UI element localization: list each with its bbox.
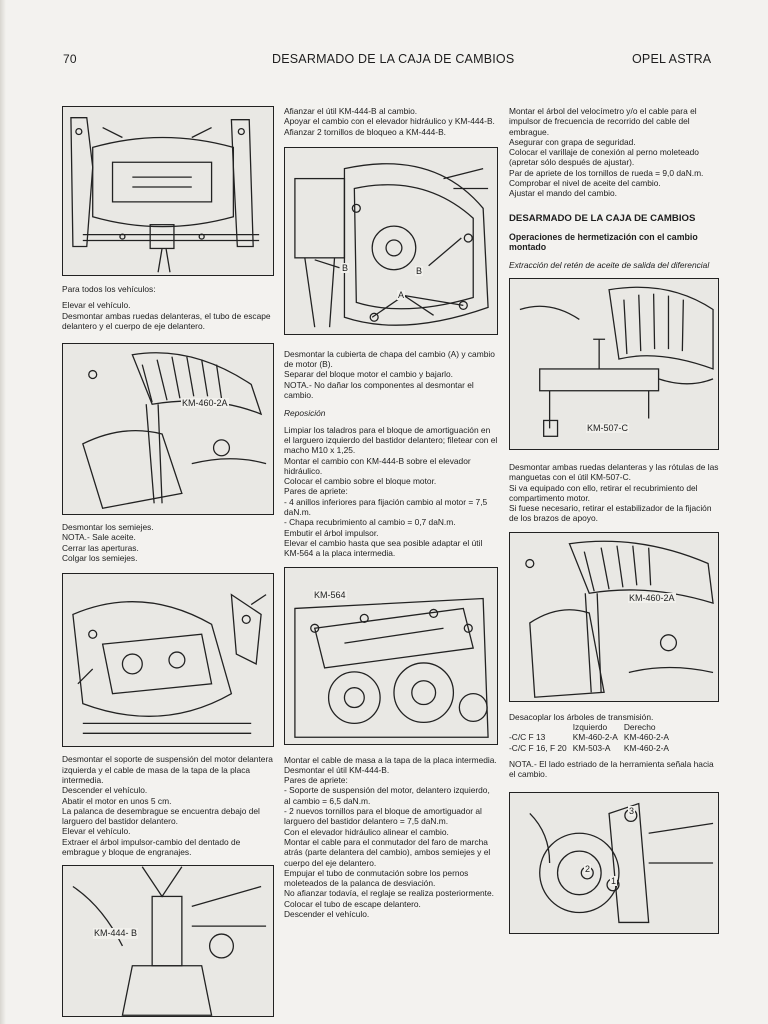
paragraph: Colgar los semiejes. bbox=[62, 553, 138, 564]
table-row bbox=[509, 743, 675, 753]
seal-removal-illustration bbox=[510, 793, 718, 933]
tool-label: KM-507-C bbox=[587, 422, 629, 433]
paragraph: Montar el árbol del velocímetro y/o el cable para el impulsor de frecuencia de recorrido del cable del embrague. bbox=[509, 106, 697, 137]
tool-label: KM-564 bbox=[314, 589, 346, 600]
paragraph: Abatir el motor en unos 5 cm. bbox=[62, 795, 172, 806]
paragraph: Si fuese necesario, retirar el estabilizador de la fijación de los brazos de apoyo. bbox=[509, 503, 712, 524]
paragraph: Desmontar ambas ruedas delanteras y las rótulas de las manguetas con el útil KM-507-C. bbox=[509, 461, 719, 483]
tool-label: KM-444- B bbox=[94, 928, 138, 939]
page-title: DESARMADO DE LA CAJA DE CAMBIOS bbox=[272, 52, 515, 66]
column-right bbox=[509, 106, 719, 934]
table-header-cell bbox=[509, 722, 573, 732]
paragraph: Colocar el tubo de escape delantero. bbox=[284, 898, 421, 909]
callout-label: B bbox=[342, 262, 349, 273]
paragraph: Pares de apriete: bbox=[284, 775, 348, 786]
paragraph: Elevar el vehículo. bbox=[62, 826, 131, 837]
brand-label: OPEL ASTRA bbox=[632, 52, 712, 66]
paragraph: Extraer el árbol impulsor-cambio del dentado de embrague y bloque de engranajes. bbox=[62, 836, 241, 858]
paragraph: Desmontar ambas ruedas delanteras, el tubo de escape delantero y el cuerpo de eje delantero. bbox=[62, 310, 271, 331]
figure-semiaxle-tool bbox=[62, 343, 274, 515]
paragraph: Apoyar el cambio con el elevador hidráulico y KM-444-B. bbox=[284, 116, 495, 127]
table-cell: KM-460-2-A bbox=[623, 732, 670, 743]
paragraph: Desmontar el soporte de suspensión del motor delantera izquierda y el cable de masa de la tapa de la placa intermedia. bbox=[62, 754, 273, 785]
paragraph: NOTA.- El lado estriado de la herramienta señala hacia el cambio. bbox=[509, 758, 714, 780]
engine-mount-illustration bbox=[63, 574, 273, 746]
figure-engine-mount bbox=[62, 573, 274, 747]
paragraph: Montar el cambio con KM-444-B sobre el elevador hidráulico. bbox=[284, 455, 471, 476]
page-number: 70 bbox=[63, 52, 77, 66]
paragraph: Desacoplar los árboles de transmisión. bbox=[509, 711, 654, 722]
paragraph: Pares de apriete: bbox=[284, 486, 348, 497]
paragraph: Desmontar el útil KM-444-B. bbox=[284, 764, 390, 775]
gearbox-support-illustration bbox=[63, 866, 273, 1016]
paragraph: Con el elevador hidráulico alinear el cambio. bbox=[284, 826, 449, 837]
tool-table bbox=[509, 722, 675, 753]
figure-driveshaft-tool bbox=[509, 532, 719, 702]
paragraph: Cerrar las aperturas. bbox=[62, 542, 139, 553]
table-header-cell: Derecho bbox=[623, 722, 656, 733]
paragraph: NOTA.- No dañar los componentes al desmontar el cambio. bbox=[284, 379, 474, 401]
paragraph: Descender el vehículo. bbox=[284, 908, 370, 919]
paragraph: - 4 anillos inferiores para fijación cambio al motor = 7,5 daN.m. bbox=[284, 496, 488, 518]
driveshaft-tool-illustration bbox=[510, 533, 718, 701]
semiaxle-tool-illustration bbox=[63, 344, 273, 514]
paragraph: Separar del bloque motor el cambio y bajarlo. bbox=[284, 369, 453, 380]
table-cell: -C/C F 13 bbox=[509, 732, 546, 743]
table-cell: KM-460-2-A bbox=[572, 732, 618, 743]
paragraph: Si va equipado con ello, retirar el recubrimiento del compartimento motor. bbox=[509, 482, 698, 503]
figure-gearbox-internals bbox=[284, 567, 498, 745]
paragraph: Asegurar con grapa de seguridad. bbox=[509, 136, 636, 147]
paragraph: - 2 nuevos tornillos para el bloque de amortiguador al larguero del bastidor delantero = 7,5 daN.m. bbox=[284, 806, 482, 827]
paragraph: Par de apriete de los tornillos de rueda = 9,0 daN.m. bbox=[509, 167, 704, 178]
table-header-row bbox=[509, 722, 675, 732]
table-cell: KM-460-2-A bbox=[623, 742, 670, 753]
paragraph: Colocar el varillaje de conexión al perno moleteado (apretar sólo después de ajustar). bbox=[509, 147, 699, 168]
procedure-title: Extracción del retén de aceite de salida del diferencial bbox=[509, 259, 710, 270]
paragraph: Elevar el vehículo. bbox=[62, 300, 131, 311]
callout-number: 1 bbox=[611, 875, 617, 886]
tool-label: KM-460-2A bbox=[629, 592, 675, 603]
paragraph: Montar el cable para el conmutador del faro de marcha atrás (parte delantera del cambio), ambos semiejes y el cuerpo del eje delantero. bbox=[284, 836, 491, 868]
figure-gearbox-support bbox=[62, 865, 274, 1017]
paragraph: Ajustar el mando del cambio. bbox=[509, 188, 617, 199]
gearbox-cover-illustration bbox=[285, 148, 497, 334]
column-middle bbox=[284, 106, 498, 919]
callout-label: A bbox=[398, 289, 405, 300]
table-header-cell: Izquierdo bbox=[572, 722, 608, 733]
paragraph: Elevar el cambio hasta que sea posible adaptar el útil KM-564 a la placa intermedia. bbox=[284, 537, 483, 559]
figure-seal-removal bbox=[509, 792, 719, 934]
paragraph: Desmontar los semiejes. bbox=[62, 522, 154, 533]
paragraph: Empujar el tubo de conmutación sobre los pernos moleteados de la palanca de desviación. bbox=[284, 867, 469, 889]
table-row bbox=[509, 732, 675, 742]
paragraph: Montar el cable de masa a la tapa de la placa intermedia. bbox=[284, 754, 497, 765]
paragraph: Limpiar los taladros para el bloque de amortiguación en el larguero izquierdo del bastidor delantero; filetear con el macho M10 x 1,25. bbox=[284, 424, 498, 456]
paragraph: Desmontar la cubierta de chapa del cambio (A) y cambio de motor (B). bbox=[284, 348, 495, 370]
section-subtitle: Reposición bbox=[284, 408, 326, 419]
figure-caption: Para todos los vehículos: bbox=[62, 284, 156, 294]
figure-gearbox-cover bbox=[284, 147, 498, 335]
callout-number: 3 bbox=[629, 805, 635, 816]
paragraph: No afianzar todavía, el reglaje se realiza posteriormente. bbox=[284, 888, 494, 899]
section-heading: DESARMADO DE LA CAJA DE CAMBIOS bbox=[509, 212, 696, 224]
paragraph: Embutir el árbol impulsor. bbox=[284, 527, 379, 538]
paragraph: Colocar el cambio sobre el bloque motor. bbox=[284, 476, 437, 487]
paragraph: NOTA.- Sale aceite. bbox=[62, 532, 136, 543]
paragraph: Afianzar 2 tornillos de bloqueo a KM-444-B. bbox=[284, 126, 447, 137]
table-cell: -C/C F 16, F 20 bbox=[509, 742, 567, 753]
paragraph: Comprobar el nivel de aceite del cambio. bbox=[509, 178, 661, 189]
scan-edge bbox=[0, 0, 6, 1024]
paragraph: La palanca de desembrague se encuentra debajo del larguero del bastidor delantero. bbox=[62, 805, 260, 827]
paragraph: Afianzar el útil KM-444-B al cambio. bbox=[284, 106, 418, 116]
paragraph: - Chapa recubrimiento al cambio = 0,7 daN.m. bbox=[284, 517, 456, 528]
paragraph: Descender el vehículo. bbox=[62, 785, 148, 796]
tool-label: KM-460-2A bbox=[182, 398, 228, 409]
engine-cradle-illustration bbox=[63, 107, 273, 275]
figure-ball-joint-tool bbox=[509, 278, 719, 450]
callout-label: B bbox=[416, 265, 423, 276]
figure-engine-cradle bbox=[62, 106, 274, 276]
column-left bbox=[62, 106, 274, 1017]
table-cell: KM-503-A bbox=[572, 742, 611, 753]
callout-number: 2 bbox=[585, 863, 591, 874]
section-subheading: Operaciones de hermetización con el cambio montado bbox=[509, 231, 698, 253]
paragraph: - Soporte de suspensión del motor, delantero izquierdo, al cambio = 6,5 daN.m. bbox=[284, 785, 490, 806]
